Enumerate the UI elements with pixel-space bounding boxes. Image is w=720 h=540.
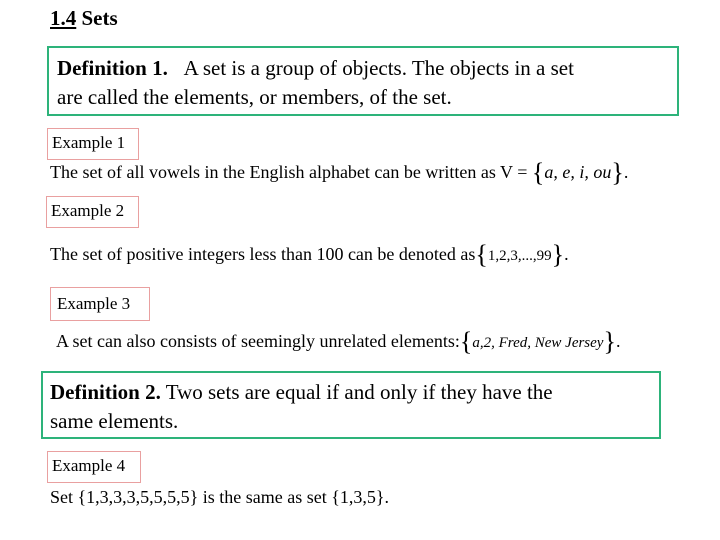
section-title	[50, 6, 118, 31]
example-1-set: a, e, i, ou	[544, 162, 612, 182]
definition-2-label: Definition 2.	[50, 380, 161, 404]
example-2-text: The set of positive integers less than 100 can be denoted as	[50, 244, 476, 264]
example-3-period: .	[615, 331, 621, 351]
example-2-period: .	[564, 244, 569, 264]
example-3-label: Example 3	[50, 287, 150, 321]
example-3-brace-open: {	[459, 327, 473, 356]
definition-1-text: A set is a group of objects. The objects in a set	[183, 56, 574, 80]
example-4-label: Example 4	[47, 451, 141, 483]
definition-2-line1	[50, 378, 653, 407]
example-1-statement	[50, 158, 629, 187]
definition-1-line1	[57, 54, 671, 83]
example-1-brace-open: {	[531, 158, 545, 187]
example-3-statement	[56, 327, 621, 356]
example-2-brace-close: }	[551, 240, 565, 269]
definition-2-text: Two sets are equal if and only if they have the	[160, 380, 553, 404]
example-3-text: A set can also consists of seemingly unrelated elements:	[56, 331, 460, 351]
example-1-brace-close: }	[611, 158, 624, 187]
example-3-brace-close: }	[603, 327, 616, 356]
definition-1-box	[47, 46, 679, 116]
example-2-statement	[50, 240, 569, 269]
example-1-period: .	[623, 162, 629, 182]
example-1-label: Example 1	[47, 128, 139, 160]
definition-2-box	[41, 371, 661, 439]
example-3-set: a,2, Fred, New Jersey	[472, 335, 604, 351]
example-1-text: The set of all vowels in the English alphabet can be written as V =	[50, 162, 532, 182]
example-4-statement: Set {1,3,3,3,5,5,5,5} is the same as set {1,3,5}.	[50, 487, 390, 507]
example-2-brace-open: {	[475, 240, 488, 269]
definition-1-label: Definition 1.	[57, 56, 168, 80]
section-heading: Sets	[81, 6, 118, 30]
example-2-set: 1,2,3,...,99	[487, 248, 552, 264]
definition-2-line2: same elements.	[50, 409, 179, 433]
example-2-label: Example 2	[46, 196, 139, 228]
definition-1-line2: are called the elements, or members, of the set.	[57, 85, 452, 109]
section-number: 1.4	[50, 6, 77, 30]
